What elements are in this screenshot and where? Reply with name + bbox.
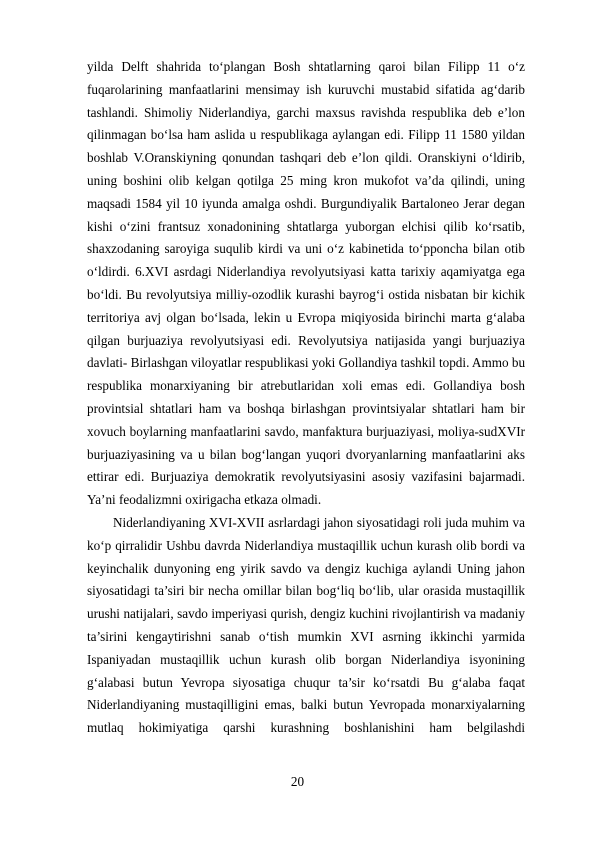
text-line: fuqarolarining manfaatlarini mensimay ish kuruvchi mustabid sifatida ag‘darib (87, 81, 525, 97)
text-line: provintsial shtatlari ham va boshqa birlashgan provintsiyalar shtatlari ham bir (87, 400, 525, 416)
text-line: kishi o‘zini frantsuz xonadonining shtatlarga yuborgan elchisi qilib ko‘rsatib, (87, 218, 525, 234)
body-text (87, 56, 525, 740)
text-line: urushi natijalari, savdo imperiyasi qurish, dengiz kuchini rivojlantirish va madaniy (87, 606, 525, 622)
text-line: boshlab V.Oranskiyning qonundan tashqari deb e’lon qildi. Oranskiyni o‘ldirib, (87, 150, 525, 166)
text-line: uning boshini olib kelgan qotilga 25 ming kron mukofot va’da qilindi, uning (87, 172, 525, 188)
text-line: Niderlandiyaning XVI-XVII asrlardagi jahon siyosatidagi roli juda muhim va (113, 514, 525, 530)
text-line: o‘ldirdi. 6.XVI asrdagi Niderlandiya revolyutsiyasi katta tarixiy aqamiyatga ega (87, 264, 525, 280)
text-line: ettirar edi. Burjuaziya demokratik revolyutsiyasini asosiy vazifasini bajarmadi. (87, 469, 525, 485)
text-line: mutlaq hokimiyatiga qarshi kurashning boshlanishini ham belgilashdi (87, 720, 525, 736)
text-line: Ispaniyadan mustaqillik uchun kurash olib borgan Niderlandiya isyonining (87, 651, 525, 667)
text-line: tashlandi. Shimoliy Niderlandiya, garchi maxsus ravishda respublika deb e’lon (87, 104, 525, 120)
text-line: qilinmagan bo‘lsa ham aslida u respublikaga aylangan edi. Filipp 11 1580 yildan (87, 127, 525, 143)
text-line: burjuaziyasining va u bilan bog‘langan yuqori dvoryanlarning manfaatlarini aks (87, 446, 525, 462)
page-number: 20 (290, 774, 305, 789)
text-line: maqsadi 1584 yil 10 iyunda amalga oshdi. Burgundiyalik Bartaloneo Jerar degan (87, 195, 525, 211)
text-line: Ya’ni feodalizmni oxirigacha etkaza olmadi. (87, 492, 322, 508)
text-line: siyosatidagi ta’siri bir necha omillar bilan bog‘liq bo‘lib, ular orasida mustaqillik (87, 583, 525, 599)
text-line: ko‘p qirralidir Ushbu davrda Niderlandiya mustaqillik uchun kurash olib bordi va (87, 537, 525, 553)
text-line: qilgan burjuaziya revolyutsiyasi edi. Revolyutsiya natijasida yangi burjuaziya (87, 332, 525, 348)
text-line: davlati- Birlashgan viloyatlar respublikasi yoki Gollandiya tashkil topdi. Ammo bu (87, 355, 525, 371)
text-line: shaxzodaning saroyiga suqulib kirdi va uni o‘z kabinetida to‘pponcha bilan otib (87, 241, 525, 257)
text-line: keyinchalik dunyoning eng yirik savdo va dengiz kuchiga aylandi Uning jahon (87, 560, 525, 576)
text-line: ta’sirini kengaytirishni sanab o‘tish mumkin XVI asrning ikkinchi yarmida (87, 628, 525, 644)
text-line: bo‘ldi. Bu revolyutsiya milliy-ozodlik kurashi bayrog‘i ostida nisbatan bir kichik (87, 286, 525, 302)
text-line: g‘alabasi butun Yevropa siyosatiga chuqur ta’sir ko‘rsatdi Bu g‘alaba faqat (87, 674, 525, 690)
text-line: yilda Delft shahrida to‘plangan Bosh shtatlarning qaroi bilan Filipp 11 o‘z (87, 59, 525, 74)
text-line: territoriya avj olgan bo‘lsada, lekin u Evropa miqiyosida birinchi marta g‘alaba (87, 309, 525, 325)
text-line: respublika monarxiyaning bir atrebutlaridan xoli emas edi. Gollandiya bosh (87, 378, 525, 394)
text-line: Niderlandiyaning mustaqilligini emas, balki butun Yevropada monarxiyalarning (87, 697, 525, 713)
text-line: xovuch boylarning manfaatlarini savdo, manfaktura burjuaziyasi, moliya-sudXVIr (87, 423, 525, 439)
